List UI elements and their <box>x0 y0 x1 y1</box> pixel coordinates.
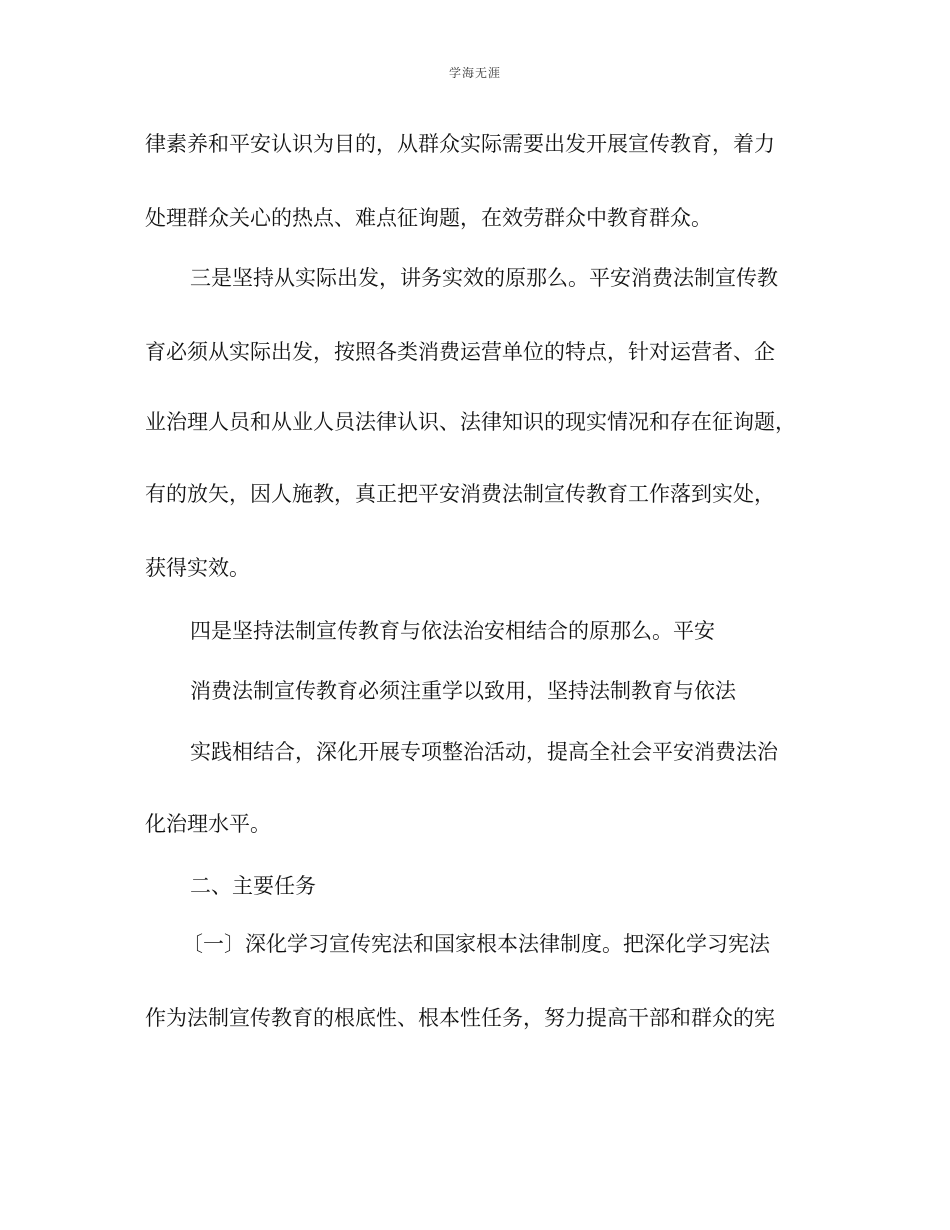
section-heading: 二、主要任务 <box>190 874 316 898</box>
body-line: 获得实效。 <box>145 556 250 580</box>
page-header: 学海无涯 <box>448 66 501 80</box>
body-line: 律素养和平安认识为目的，从群众实际需要出发开展宣传教育，着力 <box>145 132 775 156</box>
body-line: 有的放矢，因人施教，真正把平安消费法制宣传教育工作落到实处， <box>145 482 775 506</box>
body-line: 作为法制宣传教育的根底性、根本性任务，努力提高干部和群众的宪 <box>145 1006 775 1030</box>
body-line: 三是坚持从实际出发，讲务实效的原那么。平安消费法制宣传教 <box>190 266 778 290</box>
body-line: 业治理人员和从业人员法律认识、法律知识的现实情况和存在征询题， <box>145 410 796 434</box>
body-line: 化治理水平。 <box>145 812 271 836</box>
body-line: 育必须从实际出发，按照各类消费运营单位的特点，针对运营者、企 <box>145 340 775 364</box>
body-line: 四是坚持法制宣传教育与依法治安相结合的原那么。平安 <box>190 619 715 643</box>
body-line: 处理群众关心的热点、难点征询题，在效劳群众中教育群众。 <box>145 206 712 230</box>
body-line: 消费法制宣传教育必须注重学以致用，坚持法制教育与依法 <box>190 679 736 703</box>
body-line: 实践相结合，深化开展专项整治活动，提高全社会平安消费法治 <box>190 740 778 764</box>
body-line: 〔一〕深化学习宣传宪法和国家根本法律制度。把深化学习宪法 <box>182 932 770 956</box>
